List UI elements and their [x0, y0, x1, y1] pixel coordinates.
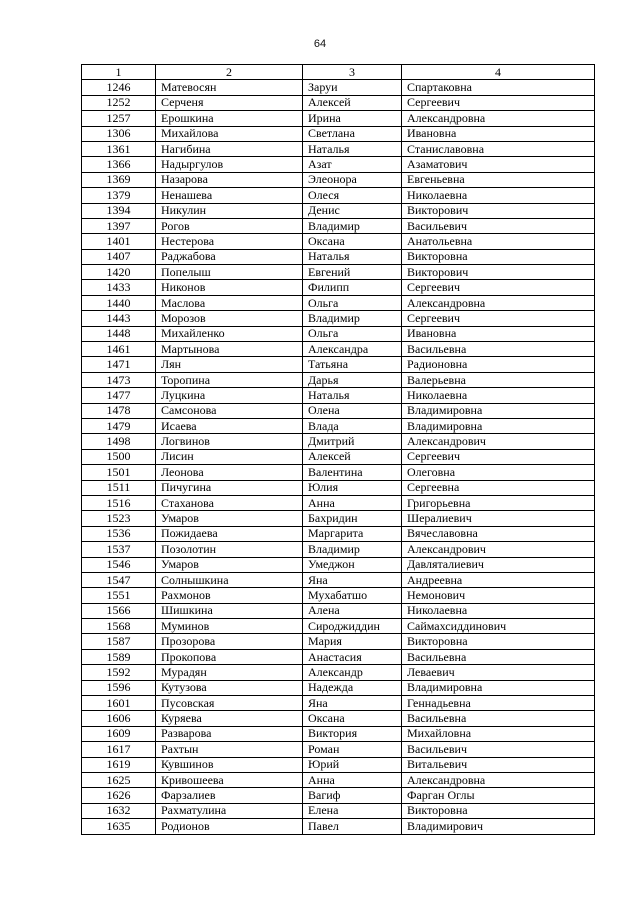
patronymic-cell: Сергеевич	[402, 311, 595, 326]
name-cell: Ольга	[303, 326, 402, 341]
name-cell: Сироджиддин	[303, 619, 402, 634]
number-cell: 1246	[82, 80, 156, 95]
number-cell: 1566	[82, 603, 156, 618]
table-row	[82, 665, 595, 680]
number-cell: 1252	[82, 95, 156, 110]
table-row	[82, 803, 595, 818]
name-cell: Анна	[303, 772, 402, 787]
table-row	[82, 342, 595, 357]
surname-cell: Фарзалиев	[156, 788, 303, 803]
patronymic-cell: Геннадьевна	[402, 696, 595, 711]
page-number: 64	[313, 38, 327, 50]
table-row	[82, 542, 595, 557]
name-cell: Наталья	[303, 141, 402, 156]
patronymic-cell: Васильевич	[402, 742, 595, 757]
surname-cell: Шишкина	[156, 603, 303, 618]
table-row	[82, 203, 595, 218]
name-cell: Вагиф	[303, 788, 402, 803]
patronymic-cell: Саймахсиддинович	[402, 619, 595, 634]
patronymic-cell: Олеговна	[402, 465, 595, 480]
table-row	[82, 819, 595, 834]
table-row	[82, 634, 595, 649]
surname-cell: Михайленко	[156, 326, 303, 341]
surname-cell: Родионов	[156, 819, 303, 834]
name-cell: Филипп	[303, 280, 402, 295]
number-cell: 1592	[82, 665, 156, 680]
number-cell: 1394	[82, 203, 156, 218]
patronymic-cell: Викторович	[402, 265, 595, 280]
roster-table	[81, 64, 595, 835]
name-cell: Светлана	[303, 126, 402, 141]
name-cell: Владимир	[303, 542, 402, 557]
surname-cell: Мурадян	[156, 665, 303, 680]
surname-cell: Назарова	[156, 172, 303, 187]
patronymic-cell: Викторович	[402, 203, 595, 218]
table-row	[82, 157, 595, 172]
name-cell: Олена	[303, 403, 402, 418]
table-row	[82, 449, 595, 464]
column-header-1: 1	[82, 65, 156, 80]
name-cell: Оксана	[303, 234, 402, 249]
name-cell: Денис	[303, 203, 402, 218]
surname-cell: Мартынова	[156, 342, 303, 357]
table-row	[82, 588, 595, 603]
number-cell: 1369	[82, 172, 156, 187]
number-cell: 1609	[82, 726, 156, 741]
number-cell: 1619	[82, 757, 156, 772]
patronymic-cell: Владимирович	[402, 819, 595, 834]
name-cell: Элеонора	[303, 172, 402, 187]
number-cell: 1501	[82, 465, 156, 480]
table-row	[82, 111, 595, 126]
number-cell: 1361	[82, 141, 156, 156]
patronymic-cell: Александровна	[402, 111, 595, 126]
surname-cell: Раджабова	[156, 249, 303, 264]
name-cell: Елена	[303, 803, 402, 818]
patronymic-cell: Шералиевич	[402, 511, 595, 526]
patronymic-cell: Викторовна	[402, 634, 595, 649]
patronymic-cell: Ивановна	[402, 126, 595, 141]
column-header-4: 4	[402, 65, 595, 80]
patronymic-cell: Васильевна	[402, 711, 595, 726]
name-cell: Азат	[303, 157, 402, 172]
name-cell: Олеся	[303, 188, 402, 203]
surname-cell: Торопина	[156, 372, 303, 387]
name-cell: Дмитрий	[303, 434, 402, 449]
table-row	[82, 295, 595, 310]
surname-cell: Разварова	[156, 726, 303, 741]
patronymic-cell: Радионовна	[402, 357, 595, 372]
table-row	[82, 80, 595, 95]
patronymic-cell: Николаевна	[402, 188, 595, 203]
table-row	[82, 280, 595, 295]
surname-cell: Ерошкина	[156, 111, 303, 126]
name-cell: Оксана	[303, 711, 402, 726]
table-row	[82, 388, 595, 403]
table-row	[82, 726, 595, 741]
surname-cell: Маслова	[156, 295, 303, 310]
surname-cell: Самсонова	[156, 403, 303, 418]
number-cell: 1547	[82, 572, 156, 587]
name-cell: Александра	[303, 342, 402, 357]
table-row	[82, 696, 595, 711]
surname-cell: Исаева	[156, 418, 303, 433]
surname-cell: Прокопова	[156, 649, 303, 664]
patronymic-cell: Фарган Оглы	[402, 788, 595, 803]
patronymic-cell: Сергеевич	[402, 449, 595, 464]
number-cell: 1516	[82, 495, 156, 510]
table-row	[82, 311, 595, 326]
number-cell: 1568	[82, 619, 156, 634]
patronymic-cell: Сергеевна	[402, 480, 595, 495]
table-row	[82, 372, 595, 387]
patronymic-cell: Викторовна	[402, 249, 595, 264]
number-cell: 1407	[82, 249, 156, 264]
surname-cell: Луцкина	[156, 388, 303, 403]
surname-cell: Рогов	[156, 218, 303, 233]
patronymic-cell: Григорьевна	[402, 495, 595, 510]
number-cell: 1536	[82, 526, 156, 541]
table-row	[82, 326, 595, 341]
name-cell: Яна	[303, 696, 402, 711]
table-row	[82, 757, 595, 772]
name-cell: Надежда	[303, 680, 402, 695]
number-cell: 1635	[82, 819, 156, 834]
surname-cell: Умаров	[156, 511, 303, 526]
name-cell: Владимир	[303, 218, 402, 233]
patronymic-cell: Викторовна	[402, 803, 595, 818]
number-cell: 1433	[82, 280, 156, 295]
surname-cell: Пусовская	[156, 696, 303, 711]
surname-cell: Серченя	[156, 95, 303, 110]
number-cell: 1617	[82, 742, 156, 757]
table-row	[82, 234, 595, 249]
table-row	[82, 95, 595, 110]
name-cell: Заруи	[303, 80, 402, 95]
surname-cell: Ненашева	[156, 188, 303, 203]
name-cell: Яна	[303, 572, 402, 587]
name-cell: Алена	[303, 603, 402, 618]
table-header-row	[82, 65, 595, 80]
patronymic-cell: Владимировна	[402, 418, 595, 433]
name-cell: Маргарита	[303, 526, 402, 541]
name-cell: Юрий	[303, 757, 402, 772]
surname-cell: Михайлова	[156, 126, 303, 141]
patronymic-cell: Александровна	[402, 772, 595, 787]
table-row	[82, 218, 595, 233]
table-row	[82, 772, 595, 787]
surname-cell: Никулин	[156, 203, 303, 218]
patronymic-cell: Немонович	[402, 588, 595, 603]
table-row	[82, 711, 595, 726]
name-cell: Роман	[303, 742, 402, 757]
patronymic-cell: Леваевич	[402, 665, 595, 680]
patronymic-cell: Андреевна	[402, 572, 595, 587]
name-cell: Бахридин	[303, 511, 402, 526]
number-cell: 1498	[82, 434, 156, 449]
patronymic-cell: Сергеевич	[402, 280, 595, 295]
name-cell: Александр	[303, 665, 402, 680]
surname-cell: Матевосян	[156, 80, 303, 95]
number-cell: 1537	[82, 542, 156, 557]
number-cell: 1606	[82, 711, 156, 726]
number-cell: 1440	[82, 295, 156, 310]
table-row	[82, 141, 595, 156]
patronymic-cell: Владимировна	[402, 403, 595, 418]
surname-cell: Попелыш	[156, 265, 303, 280]
patronymic-cell: Вячеславовна	[402, 526, 595, 541]
surname-cell: Логвинов	[156, 434, 303, 449]
table-row	[82, 649, 595, 664]
name-cell: Мухабатшо	[303, 588, 402, 603]
name-cell: Татьяна	[303, 357, 402, 372]
table-row	[82, 619, 595, 634]
table-row	[82, 126, 595, 141]
patronymic-cell: Александрович	[402, 542, 595, 557]
table-row	[82, 742, 595, 757]
number-cell: 1500	[82, 449, 156, 464]
name-cell: Валентина	[303, 465, 402, 480]
number-cell: 1589	[82, 649, 156, 664]
patronymic-cell: Васильевна	[402, 649, 595, 664]
table-row	[82, 557, 595, 572]
name-cell: Алексей	[303, 449, 402, 464]
name-cell: Дарья	[303, 372, 402, 387]
surname-cell: Рахматулина	[156, 803, 303, 818]
number-cell: 1551	[82, 588, 156, 603]
name-cell: Наталья	[303, 249, 402, 264]
surname-cell: Рахтын	[156, 742, 303, 757]
number-cell: 1632	[82, 803, 156, 818]
surname-cell: Леонова	[156, 465, 303, 480]
number-cell: 1479	[82, 418, 156, 433]
name-cell: Павел	[303, 819, 402, 834]
number-cell: 1625	[82, 772, 156, 787]
table-row	[82, 603, 595, 618]
surname-cell: Надыргулов	[156, 157, 303, 172]
name-cell: Юлия	[303, 480, 402, 495]
name-cell: Ольга	[303, 295, 402, 310]
number-cell: 1511	[82, 480, 156, 495]
patronymic-cell: Валерьевна	[402, 372, 595, 387]
table-row	[82, 495, 595, 510]
patronymic-cell: Николаевна	[402, 388, 595, 403]
patronymic-cell: Ивановна	[402, 326, 595, 341]
number-cell: 1379	[82, 188, 156, 203]
table-row	[82, 788, 595, 803]
number-cell: 1420	[82, 265, 156, 280]
name-cell: Алексей	[303, 95, 402, 110]
number-cell: 1366	[82, 157, 156, 172]
name-cell: Наталья	[303, 388, 402, 403]
surname-cell: Нестерова	[156, 234, 303, 249]
column-header-3: 3	[303, 65, 402, 80]
number-cell: 1546	[82, 557, 156, 572]
number-cell: 1473	[82, 372, 156, 387]
table-row	[82, 680, 595, 695]
table-row	[82, 511, 595, 526]
surname-cell: Солнышкина	[156, 572, 303, 587]
patronymic-cell: Васильевич	[402, 218, 595, 233]
number-cell: 1596	[82, 680, 156, 695]
surname-cell: Лисин	[156, 449, 303, 464]
patronymic-cell: Анатольевна	[402, 234, 595, 249]
table-row	[82, 265, 595, 280]
surname-cell: Позолотин	[156, 542, 303, 557]
patronymic-cell: Владимировна	[402, 680, 595, 695]
name-cell: Евгений	[303, 265, 402, 280]
number-cell: 1448	[82, 326, 156, 341]
surname-cell: Рахмонов	[156, 588, 303, 603]
number-cell: 1587	[82, 634, 156, 649]
surname-cell: Куряева	[156, 711, 303, 726]
name-cell: Умеджон	[303, 557, 402, 572]
name-cell: Виктория	[303, 726, 402, 741]
patronymic-cell: Михайловна	[402, 726, 595, 741]
surname-cell: Пичугина	[156, 480, 303, 495]
patronymic-cell: Станиславовна	[402, 141, 595, 156]
number-cell: 1471	[82, 357, 156, 372]
patronymic-cell: Сергеевич	[402, 95, 595, 110]
table-row	[82, 465, 595, 480]
table-row	[82, 188, 595, 203]
number-cell: 1626	[82, 788, 156, 803]
name-cell: Мария	[303, 634, 402, 649]
number-cell: 1523	[82, 511, 156, 526]
number-cell: 1601	[82, 696, 156, 711]
table-row	[82, 480, 595, 495]
surname-cell: Умаров	[156, 557, 303, 572]
patronymic-cell: Спартаковна	[402, 80, 595, 95]
patronymic-cell: Александровна	[402, 295, 595, 310]
number-cell: 1461	[82, 342, 156, 357]
patronymic-cell: Витальевич	[402, 757, 595, 772]
surname-cell: Никонов	[156, 280, 303, 295]
table-row	[82, 249, 595, 264]
table-row	[82, 172, 595, 187]
patronymic-cell: Васильевна	[402, 342, 595, 357]
roster-table-body	[82, 65, 595, 835]
surname-cell: Стаханова	[156, 495, 303, 510]
table-row	[82, 403, 595, 418]
surname-cell: Лян	[156, 357, 303, 372]
patronymic-cell: Николаевна	[402, 603, 595, 618]
surname-cell: Морозов	[156, 311, 303, 326]
surname-cell: Нагибина	[156, 141, 303, 156]
number-cell: 1478	[82, 403, 156, 418]
column-header-2: 2	[156, 65, 303, 80]
surname-cell: Муминов	[156, 619, 303, 634]
table-row	[82, 572, 595, 587]
name-cell: Ирина	[303, 111, 402, 126]
surname-cell: Кривошеева	[156, 772, 303, 787]
number-cell: 1477	[82, 388, 156, 403]
name-cell: Анна	[303, 495, 402, 510]
table-row	[82, 526, 595, 541]
patronymic-cell: Давлятaлиевич	[402, 557, 595, 572]
patronymic-cell: Александрович	[402, 434, 595, 449]
name-cell: Владимир	[303, 311, 402, 326]
number-cell: 1443	[82, 311, 156, 326]
table-row	[82, 357, 595, 372]
surname-cell: Кувшинов	[156, 757, 303, 772]
number-cell: 1397	[82, 218, 156, 233]
table-row	[82, 418, 595, 433]
surname-cell: Прозорова	[156, 634, 303, 649]
patronymic-cell: Азаматович	[402, 157, 595, 172]
name-cell: Анастасия	[303, 649, 402, 664]
surname-cell: Пожидаева	[156, 526, 303, 541]
number-cell: 1401	[82, 234, 156, 249]
surname-cell: Кутузова	[156, 680, 303, 695]
patronymic-cell: Евгеньевна	[402, 172, 595, 187]
name-cell: Влада	[303, 418, 402, 433]
number-cell: 1306	[82, 126, 156, 141]
number-cell: 1257	[82, 111, 156, 126]
table-row	[82, 434, 595, 449]
